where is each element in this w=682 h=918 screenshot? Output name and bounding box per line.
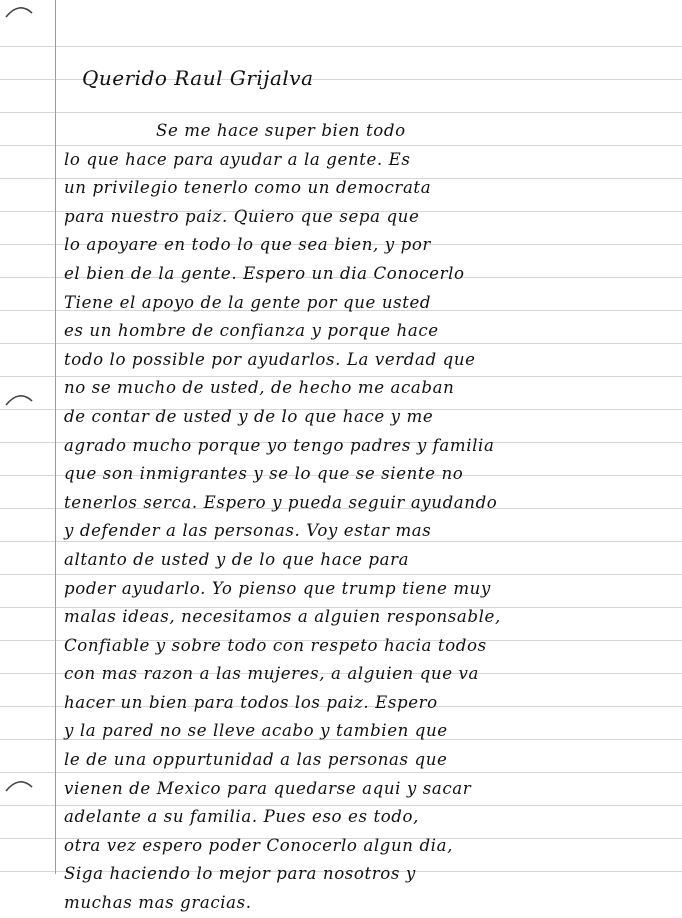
letter-line: un privilegio tenerlo como un democrata	[64, 178, 432, 198]
letter-line: no se mucho de usted, de hecho me acaban	[64, 378, 455, 398]
letter-line: hacer un bien para todos los paiz. Espero	[64, 692, 438, 712]
letter-line: lo apoyare en todo lo que sea bien, y por	[64, 235, 431, 255]
letter-line: es un hombre de confianza y porque hace	[64, 321, 439, 341]
letter-line: de contar de usted y de lo que hace y me	[64, 406, 434, 426]
letter-body	[64, 117, 542, 918]
letter-line: lo que hace para ayudar a la gente. Es	[64, 149, 411, 169]
letter-line: vienen de Mexico para quedarse aqui y sacar	[64, 778, 472, 798]
letter-line: todo lo possible por ayudarlos. La verdad que	[64, 349, 476, 369]
letter-salutation: Querido Raul Grijalva	[82, 66, 314, 90]
letter-line: Siga haciendo lo mejor para nosotros y	[64, 864, 416, 884]
letter-line: agrado mucho porque yo tengo padres y familia	[64, 435, 495, 455]
binder-hole-icon	[4, 778, 34, 794]
letter-line: y la pared no se lleve acabo y tambien que	[64, 721, 448, 741]
letter-line: muchas mas gracias.	[64, 893, 252, 913]
letter-line: Tiene el apoyo de la gente por que usted	[64, 292, 432, 312]
letter-line: adelante a su familia. Pues eso es todo,	[64, 807, 419, 827]
letter-line: poder ayudarlo. Yo pienso que trump tiene muy	[64, 578, 491, 598]
letter-line: altanto de usted y de lo que hace para	[64, 549, 410, 569]
letter-line: para nuestro paiz. Quiero que sepa que	[64, 206, 420, 226]
binder-hole-icon	[4, 4, 34, 20]
letter-line: y defender a las personas. Voy estar mas	[64, 521, 432, 541]
letter-line: otra vez espero poder Conocerlo algun dia,	[64, 835, 453, 855]
letter-line: el bien de la gente. Espero un dia Conocerlo	[64, 263, 465, 283]
letter-line: con mas razon a las mujeres, a alguien que va	[64, 664, 479, 684]
letter-line: que son inmigrantes y se lo que se siente no	[64, 464, 464, 484]
letter-line: Confiable y sobre todo con respeto hacia todos	[64, 635, 487, 655]
binder-hole-icon	[4, 392, 34, 408]
letter-line: malas ideas, necesitamos a alguien responsable,	[64, 607, 501, 627]
letter-line: le de una oppurtunidad a las personas que	[64, 750, 448, 770]
margin-line	[55, 0, 56, 874]
letter-line: tenerlos serca. Espero y pueda seguir ayudando	[64, 492, 498, 512]
letter-line: Se me hace super bien todo	[156, 121, 406, 140]
